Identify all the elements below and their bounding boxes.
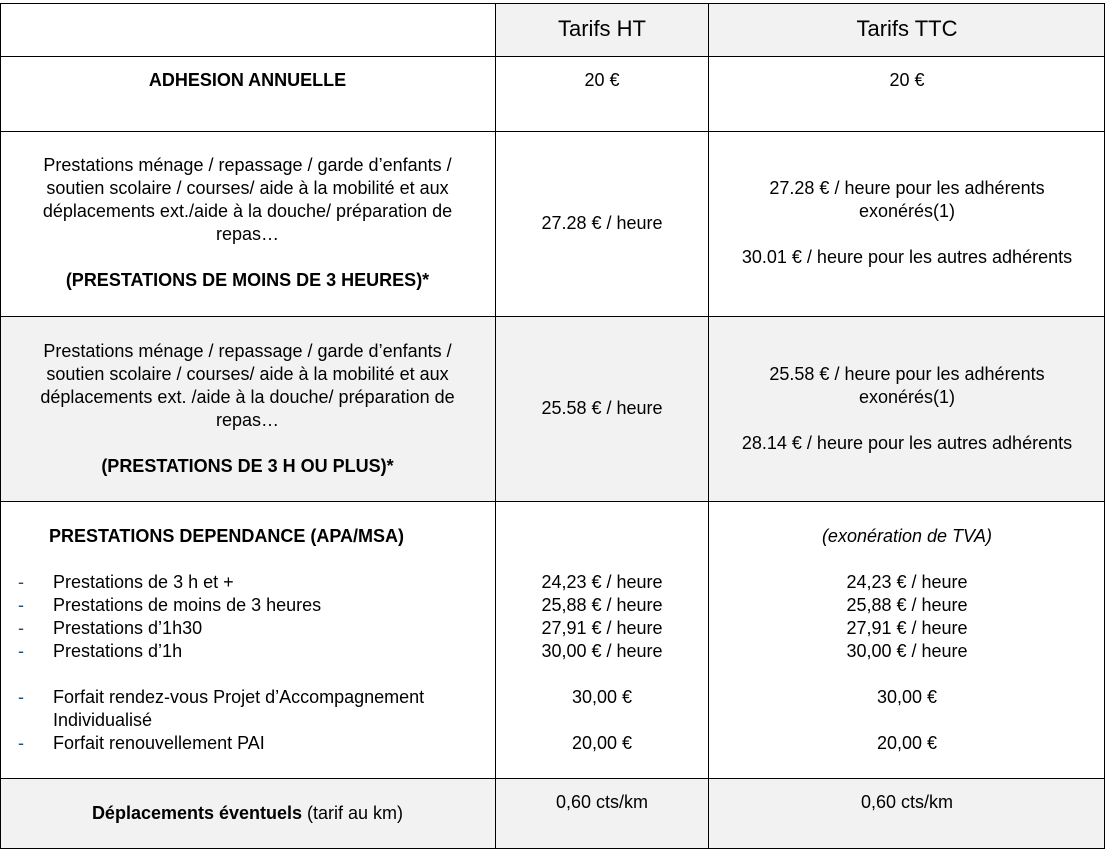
long-desc-line-4: repas… [215,410,280,430]
grid-line [0,848,1105,849]
forfait-2-label: Forfait renouvellement PAI [53,733,265,753]
dep-item-3-ttc: 27,91 € / heure [846,618,968,638]
long-desc-line-3: déplacements ext. /aide à la douche/ préparation de [40,387,455,407]
dep-item-3-label: Prestations d’1h30 [53,618,203,638]
deplacements-ht: 0,60 cts/km [555,792,649,812]
grid-line [0,3,1105,4]
adhesion-label: ADHESION ANNUELLE [148,70,347,90]
deplacements-label [0,802,495,825]
long-ht: 25.58 € / heure [541,398,663,418]
dep-item-2-ttc: 25,88 € / heure [846,595,968,615]
dep-item-2-ht: 25,88 € / heure [541,595,663,615]
dep-item-4-ttc: 30,00 € / heure [846,641,968,661]
grid-line [0,316,1105,317]
dash-marker: - [18,641,24,661]
forfait-1-label-line-1: Forfait rendez-vous Projet d’Accompagnement [53,687,425,707]
forfait-2-ht: 20,00 € [571,733,633,753]
dependance-ttc-note: (exonération de TVA) [821,526,993,546]
dash-marker: - [18,733,24,753]
short-desc-line-2: soutien scolaire / courses/ aide à la mobilité et aux [46,178,449,198]
short-caption: (PRESTATIONS DE MOINS DE 3 HEURES)* [65,270,430,290]
grid-line [0,56,1105,57]
deplacements-label-bold: Déplacements éventuels [91,803,303,823]
short-desc-line-4: repas… [215,224,280,244]
short-desc-line-3: déplacements ext./aide à la douche/ préparation de [42,201,453,221]
dash-marker: - [18,618,24,638]
deplacements-label-rest: (tarif au km) [302,803,404,823]
header-col-ht: Tarifs HT [558,16,646,41]
adhesion-ttc: 20 € [889,70,925,90]
short-desc-line-1: Prestations ménage / repassage / garde d’enfants / [43,155,452,175]
long-ttc-line-2: exonérés(1) [858,387,956,407]
short-ht: 27.28 € / heure [541,213,663,233]
long-caption: (PRESTATIONS DE 3 H OU PLUS)* [101,456,394,476]
dash-marker: - [18,687,24,707]
grid-line [0,778,1105,779]
dep-item-1-label: Prestations de 3 h et + [53,572,234,592]
long-desc-line-2: soutien scolaire / courses/ aide à la mobilité et aux [46,364,449,384]
grid-line [0,131,1105,132]
long-ttc-line-3: 28.14 € / heure pour les autres adhérents [741,433,1073,453]
grid-line [0,501,1105,502]
dash-marker: - [18,595,24,615]
forfait-1-label-line-2: Individualisé [53,710,153,730]
header-col-ttc: Tarifs TTC [856,16,958,41]
dep-item-4-ht: 30,00 € / heure [541,641,663,661]
long-ttc-line-1: 25.58 € / heure pour les adhérents [769,364,1045,384]
short-ttc-line-2: exonérés(1) [858,201,956,221]
short-ttc-line-3: 30.01 € / heure pour les autres adhérents [741,247,1073,267]
grid-line [0,3,1,849]
dependance-title: PRESTATIONS DEPENDANCE (APA/MSA) [49,526,405,546]
forfait-2-ttc: 20,00 € [876,733,938,753]
grid-line [1104,3,1105,849]
dep-item-2-label: Prestations de moins de 3 heures [53,595,322,615]
dash-marker: - [18,572,24,592]
short-ttc-line-1: 27.28 € / heure pour les adhérents [769,178,1045,198]
dep-item-1-ht: 24,23 € / heure [541,572,663,592]
grid-line [495,3,496,849]
forfait-1-ttc: 30,00 € [876,687,938,707]
deplacements-ttc: 0,60 cts/km [860,792,954,812]
forfait-1-ht: 30,00 € [571,687,633,707]
long-desc-line-1: Prestations ménage / repassage / garde d’enfants / [43,341,452,361]
dep-item-1-ttc: 24,23 € / heure [846,572,968,592]
adhesion-ht: 20 € [584,70,620,90]
dep-item-4-label: Prestations d’1h [53,641,183,661]
dep-item-3-ht: 27,91 € / heure [541,618,663,638]
grid-line [708,3,709,849]
